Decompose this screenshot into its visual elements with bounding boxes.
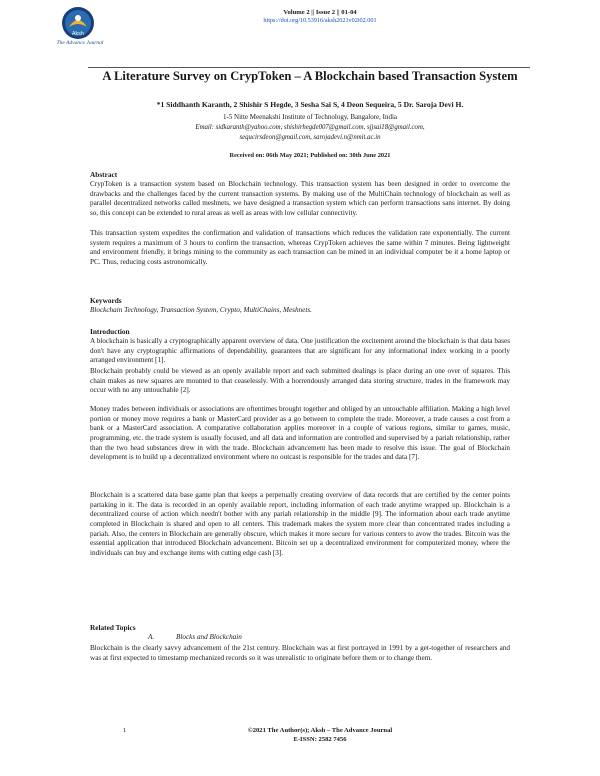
- journal-logo: [57, 5, 99, 55]
- introduction-paragraph-2: Blockchain probably could be viewed as an openly available report and each submitted dealings is place during an one over of squares. This chain makes as new squares are mounted to that ceaselessly. With a horrendously arranged data storing structure, trades in the framework may occur with no any untouchable [2].: [90, 367, 510, 395]
- emails-line-1: Email: sidkaranth@yahoo.com, shishirhegde007@gmail.com, sjjsai18@gmail.com,: [195, 124, 425, 131]
- emails-line-2: sequcirsdeon@gmail.com, sarojadevi.n@nmit.ac.in: [239, 133, 381, 141]
- author-list: *1 Siddhanth Karanth, 2 Shishir S Hegde, 3 Sesha Sai S, 4 Deon Sequeira, 5 Dr. Saroja Devi H.: [156, 100, 464, 109]
- related-paragraph-1: Blockchain is the clearly savvy advancement of the 21st century. Blockchain was at first portrayed in 1991 by a get-together of researchers and was at first expected to timestamp mechanized records so it was unrealistic to originate before them or to change them.: [90, 644, 510, 662]
- introduction-paragraph-3: Money trades between individuals or associations are oftentimes brought together and obliged by an untouchable affiliation. Making a high level portion or money move requires a bank or MasterCard provider as a go between to complete the trade. Moreover, a trade causes a cost from a bank or a MasterCard association. A comparative collaboration applies moreover in a couple of various regions, similar to games, music, programming, etc. the trade system is usually focused, and all data and information are controlled and supervised by a pariah relationship, rather than the two head substances drew in with the trade. Blockchain advancement has been made to resolve this issue. The goal of Blockchain development is to build up a decentralized environment where no outcast is responsible for the trades and data [7].: [90, 405, 510, 462]
- introduction-heading: Introduction: [90, 327, 130, 336]
- logo-name: Aksh: [71, 31, 85, 37]
- page-number: 1: [123, 727, 127, 734]
- related-topics-heading: Related Topics: [90, 623, 136, 632]
- paper-title: A Literature Survey on CrypToken – A Blockchain based Transaction System: [102, 69, 518, 83]
- logo-emblem-icon: [57, 5, 99, 43]
- abstract-paragraph-1: CrypToken is a transaction system based on Blockchain technology. This transaction system has been designed in order to overcome the drawbacks and the challenges faced by the current transaction systems. By making use of the MultiChain technology of blockchain as well as parallel decentralized networks called meshnets, we have designed a transaction system which can perform transactions sans internet. By doing so, this concept can be extended to rural areas as well as areas with low cellular connectivity.: [90, 180, 510, 218]
- copyright-line: ©2021 The Author(s); Aksh – The Advance Journal: [247, 727, 393, 734]
- received-published-dates: Received on: 06th May 2021; Published on: 30th June 2021: [229, 152, 391, 159]
- issn-line: E-ISSN: 2582 7456: [293, 735, 347, 743]
- subsection-title: Blocks and Blockchain: [176, 633, 242, 641]
- logo-caption: The Advance Journal: [56, 40, 104, 46]
- footer-copyright: [200, 727, 440, 744]
- introduction-paragraph-1: A blockchain is basically a cryptographically apparent overview of data. One justification the excitement around the blockchain is that data bases don't have any cryptographic affirmations of dependability, guarantees that are significant for any informational index working in a poorly arranged environment [1].: [90, 337, 510, 365]
- abstract-paragraph-2: This transaction system expedites the confirmation and validation of transactions which reduces the validation rate exponentially. The current system requires a maximum of 3 hours to confirm the transaction, whereas CrypToken achieves the same within 7 minutes. Being lightweight and environment friendly, it brings mining to the community as each transaction can be mined in an individual computer be it a home laptop or PC. Thus, reducing costs astronomically.: [90, 229, 510, 267]
- affiliation: 1-5 Nitte Meenakshi Institute of Technology, Bangalore, India: [222, 113, 398, 121]
- volume-issue: Volume 2 || Issue 2 || 01-04: [283, 9, 357, 16]
- doi-link[interactable]: https://doi.org/10.53916/aksh2021v02i02.001: [263, 16, 377, 24]
- journal-header: [200, 9, 440, 24]
- introduction-paragraph-4: Blockchain is a scattered data base game plan that keeps a perpetually creating overview of data records that are certified by the center points partaking in it. The data is recorded in an openly available report, including information of each trade anytime wrapped up. Blockchain is a decentralized course of action which needn't bother with any pariah relationship in the middle [9]. The information about each trade anytime completed in Blockchain is shared and open to all centers. This trademark makes the system more clear than concentrated trades including a pariah. Also, the centers in Blockchain are generally obscure, which makes it more secure for various centers to avow the trades. Bitcoin was the essential application that introduced Blockchain advancement. Bitcoin set up a decentralized environment for computerized money, where the individuals can buy and exchange items with cutting edge cash [3].: [90, 491, 510, 558]
- subsection-number: A.: [148, 633, 155, 641]
- keywords-text: Blockchain Technology, Transaction System, Crypto, MultiChains, Meshnets.: [90, 306, 312, 314]
- keywords-heading: Keywords: [90, 296, 122, 305]
- abstract-heading: Abstract: [90, 170, 118, 179]
- header-divider: [88, 67, 530, 68]
- author-emails: [80, 123, 540, 143]
